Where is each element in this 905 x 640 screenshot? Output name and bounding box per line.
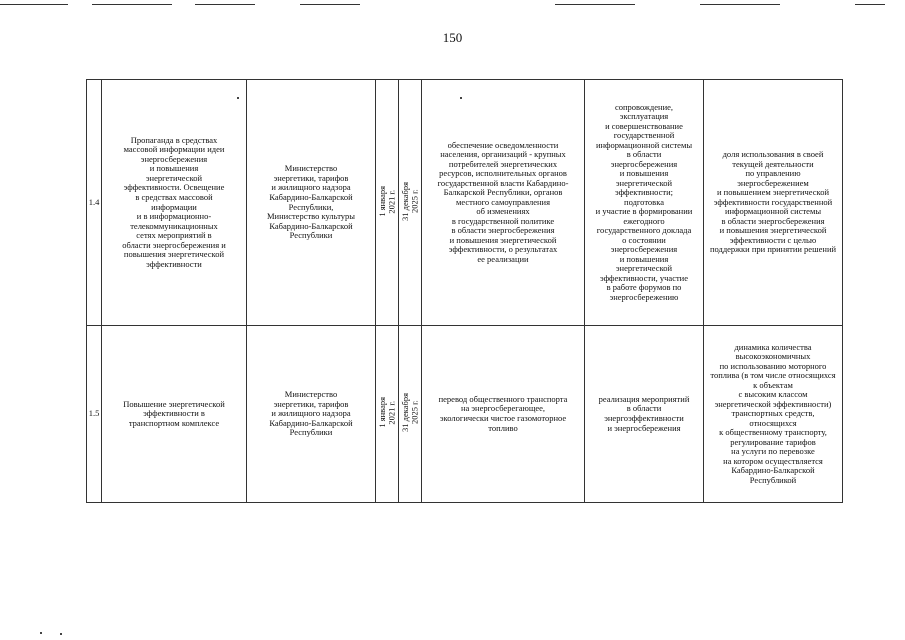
expected-result: перевод общественного транспорта на энергосберегающее, экологически чистое газомоторное топливо — [422, 326, 585, 503]
page-number: 150 — [442, 30, 463, 45]
start-date: 1 января 2021 г. — [376, 185, 396, 217]
start-date-cell — [376, 80, 399, 326]
start-date-cell — [376, 326, 399, 503]
end-date-cell — [399, 80, 422, 326]
expected-result: обеспечение осведомленности населения, организаций - крупных потребителей энергетических ресурсов, исполнительных органов государственной власти Кабардино- Балкарской Республики, органов местного самоуправления об изменениях в государственной политике в области энергосбережения и повышения энергетической эффективности, о результатах ее реализации — [422, 80, 585, 326]
scan-edge-line — [0, 4, 68, 5]
scan-edge-line — [92, 4, 172, 5]
end-date: 31 декабря 2025 г. — [399, 181, 419, 221]
measure-name: Пропаганда в средствах массовой информации идеи энергосбережения и повышения энергетической эффективности. Освещение в средствах массовой информации и в информационно- телекоммуникационных сетях мероприятий в области энергосбережения и повышения энергетической эффективности — [102, 80, 247, 326]
activities: реализация мероприятий в области энергоэффективности и энергосбережения — [585, 326, 704, 503]
responsible-org: Министерство энергетики, тарифов и жилищного надзора Кабардино-Балкарской Республики — [247, 326, 376, 503]
scan-edge-line — [195, 4, 255, 5]
activities: сопровождение, эксплуатация и совершенствование государственной информационной системы в области энергосбережения и повышения энергетической эффективности; подготовка и участие в формировании ежегодного государственного доклада о состоянии энергосбережения и повышения энергетической эффективности, участие в работе форумов по энергосбережению — [585, 80, 704, 326]
scan-edge-line — [855, 4, 885, 5]
measure-name: Повышение энергетической эффективности в транспортном комплексе — [102, 326, 247, 503]
scan-edge-line — [555, 4, 635, 5]
end-date: 31 декабря 2025 г. — [399, 393, 419, 433]
scan-edge-line — [300, 4, 360, 5]
indicator: доля использования в своей текущей деятельности по управлению энергосбережением и повышением энергетической эффективности государственной информационной системы в области энергосбережения и повышения энергетической эффективности с целью поддержки при принятии решений — [704, 80, 843, 326]
scan-speck — [40, 632, 42, 634]
scan-speck — [460, 97, 462, 99]
item-number: 1.4 — [87, 80, 102, 326]
scan-speck — [60, 633, 62, 635]
scan-edge-line — [700, 4, 780, 5]
start-date: 1 января 2021 г. — [376, 397, 396, 429]
end-date-cell — [399, 326, 422, 503]
scan-speck — [237, 97, 239, 99]
indicator: динамика количества высокоэкономичных по использованию моторного топлива (в том числе относящихся к объектам с высоким классом энергетической эффективности) транспортных средств, относящихся к общественному транспорту, регулирование тарифов на услуги по перевозке на котором осуществляется Кабардино-Балкарской Республикой — [704, 326, 843, 503]
table-row — [87, 326, 843, 503]
table-row — [87, 80, 843, 326]
item-number: 1.5 — [87, 326, 102, 503]
program-table — [86, 79, 843, 503]
responsible-org: Министерство энергетики, тарифов и жилищного надзора Кабардино-Балкарской Республики, Министерство культуры Кабардино-Балкарской Республики — [247, 80, 376, 326]
